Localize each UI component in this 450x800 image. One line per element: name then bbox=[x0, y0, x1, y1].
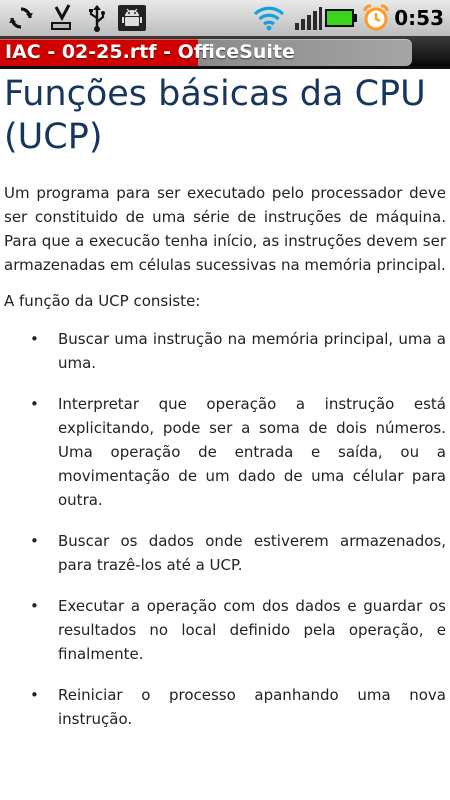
status-clock: 0:53 bbox=[394, 6, 444, 30]
list-item-text: Buscar os dados onde estiverem armazenados, para trazê-los até a UCP. bbox=[58, 532, 446, 574]
list-item bbox=[4, 594, 446, 666]
bullet: • bbox=[30, 597, 39, 615]
status-bar bbox=[0, 0, 450, 36]
bullet: • bbox=[30, 686, 39, 704]
download-complete-icon bbox=[48, 4, 74, 32]
list-item bbox=[4, 683, 446, 731]
bullet: • bbox=[30, 330, 39, 348]
signal-icon bbox=[292, 4, 324, 32]
list-item-text: Reiniciar o processo apanhando uma nova instrução. bbox=[58, 686, 446, 728]
app-title-bar bbox=[0, 36, 450, 69]
bullet: • bbox=[30, 532, 39, 550]
list-item-text: Executar a operação com dos dados e guardar os resultados no local definido pela operação, e finalmente. bbox=[58, 597, 446, 663]
list-intro: A função da UCP consiste: bbox=[4, 292, 201, 310]
bullet: • bbox=[30, 395, 39, 413]
wifi-icon bbox=[252, 4, 286, 32]
android-debug-icon bbox=[116, 4, 148, 32]
list-item-text: Buscar uma instrução na memória principal, uma a uma. bbox=[58, 330, 446, 372]
document-heading: Funções básicas da CPU (UCP) bbox=[4, 74, 426, 157]
usb-icon bbox=[86, 4, 108, 32]
alarm-icon bbox=[362, 4, 390, 32]
sync-icon bbox=[6, 4, 36, 32]
app-title: IAC - 02-25.rtf - OfficeSuite bbox=[5, 41, 295, 63]
list-item bbox=[4, 327, 446, 375]
document-view[interactable] bbox=[0, 69, 450, 800]
battery-icon bbox=[324, 4, 358, 32]
document-paragraph: Um programa para ser executado pelo processador deve ser constituido de uma série de instruções de máquina. Para que a execucão tenha início, as instruções devem ser armazenadas em células sucessivas na memória principal. bbox=[4, 184, 446, 274]
list-item bbox=[4, 529, 446, 577]
list-item-text: Interpretar que operação a instrução está explicitando, pode ser a soma de dois números. Uma operação de entrada e saída, ou a movimentação de um dado de uma célular para outra. bbox=[58, 395, 446, 509]
list-item bbox=[4, 392, 446, 512]
function-list bbox=[4, 327, 446, 731]
